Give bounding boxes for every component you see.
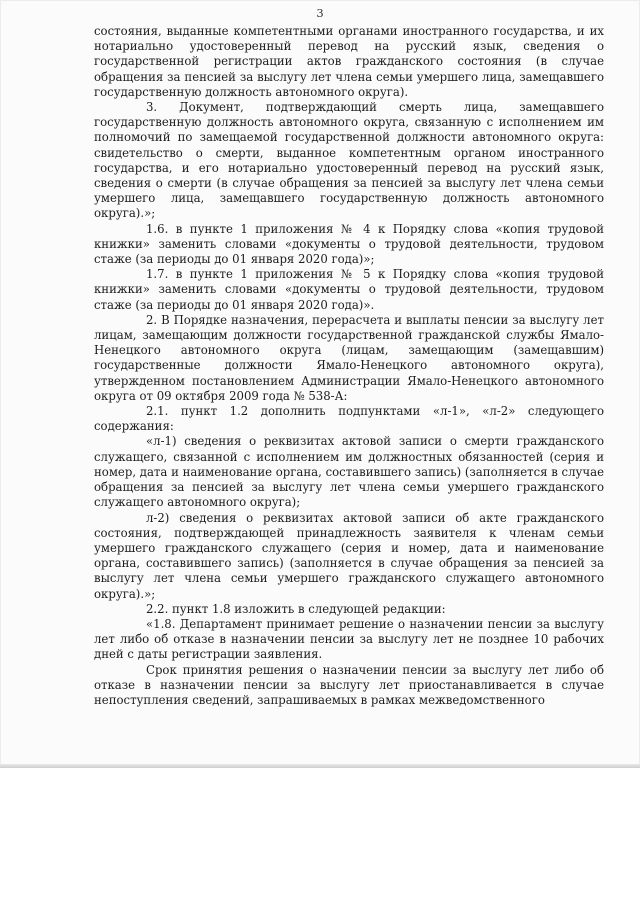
paragraph: «л-1) сведения о реквизитах актовой записи о смерти гражданского служащего, связанной с исполнением им должностных обязанностей (серия и номер, дата и наименование органа, составившего запись) (заполняется в случае обращения за пенсией за выслугу лет члена семьи умершего гражданского служащего автономного округа);	[94, 434, 604, 510]
paragraph: 3. Документ, подтверждающий смерть лица, замещавшего государственную должность автономного округа, связанную с исполнением им полномочий по замещаемой государственной должности автономного округа: свидетельство о смерти, выданное компетентным органом иностранного государства, и его нотариально удостоверенный перевод на русский язык, сведения о смерти (в случае обращения за пенсией за выслугу лет члена семьи умершего лица, замещавшего государственную должность автономного округа).»;	[94, 100, 604, 221]
document-body	[94, 24, 604, 708]
paragraph: 2.2. пункт 1.8 изложить в следующей редакции:	[146, 601, 446, 616]
paragraph: Срок принятия решения о назначении пенсии за выслугу лет либо об отказе в назначении пенсии за выслугу лет приостанавливается в случае непоступления сведений, запрашиваемых в рамках межведомственного	[94, 662, 604, 707]
paragraph: «1.8. Департамент принимает решение о назначении пенсии за выслугу лет либо об отказе в назначении пенсии за выслугу лет не позднее 10 рабочих дней с даты регистрации заявления.	[94, 616, 604, 662]
paragraph: 1.6. в пункте 1 приложения № 4 к Порядку слова «копия трудовой книжки» заменить словами «документы о трудовой деятельности, трудовом стаже (за периоды до 01 января 2020 года)»;	[94, 221, 604, 267]
paragraph: 1.7. в пункте 1 приложения № 5 к Порядку слова «копия трудовой книжки» заменить словами «документы о трудовой деятельности, трудовом стаже (за периоды до 01 января 2020 года)».	[94, 267, 604, 312]
paragraph: 2. В Порядке назначения, перерасчета и выплаты пенсии за выслугу лет лицам, замещающим должности государственной гражданской службы Ямало-Ненецкого автономного округа (лицам, замещающим (замещавшим) государственные должности Ямало-Ненецкого автономного округа), утвержденном постановлением Администрации Ямало-Ненецкого автономного округа от 09 октября 2009 года № 538-А:	[94, 312, 604, 403]
paragraph: 2.1. пункт 1.2 дополнить подпунктами «л-1», «л-2» следующего содержания:	[94, 404, 604, 434]
paragraph: л-2) сведения о реквизитах актовой записи об акте гражданского состояния, подтверждающей принадлежность заявителя к членам семьи умершего гражданского служащего (серия и номер, дата и наименование органа, составившего запись) (заполняется в случае обращения за пенсией за выслугу лет члена семьи умершего гражданского служащего автономного округа).»;	[94, 510, 604, 601]
page-number: 3	[316, 6, 324, 20]
paragraph: состояния, выданные компетентными органами иностранного государства, и их нотариально удостоверенный перевод на русский язык, сведения о государственной регистрации актов гражданского состояния (в случае обращения за пенсией за выслугу лет члена семьи умершего лица, замещавшего государственную должность автономного округа).	[94, 24, 604, 99]
